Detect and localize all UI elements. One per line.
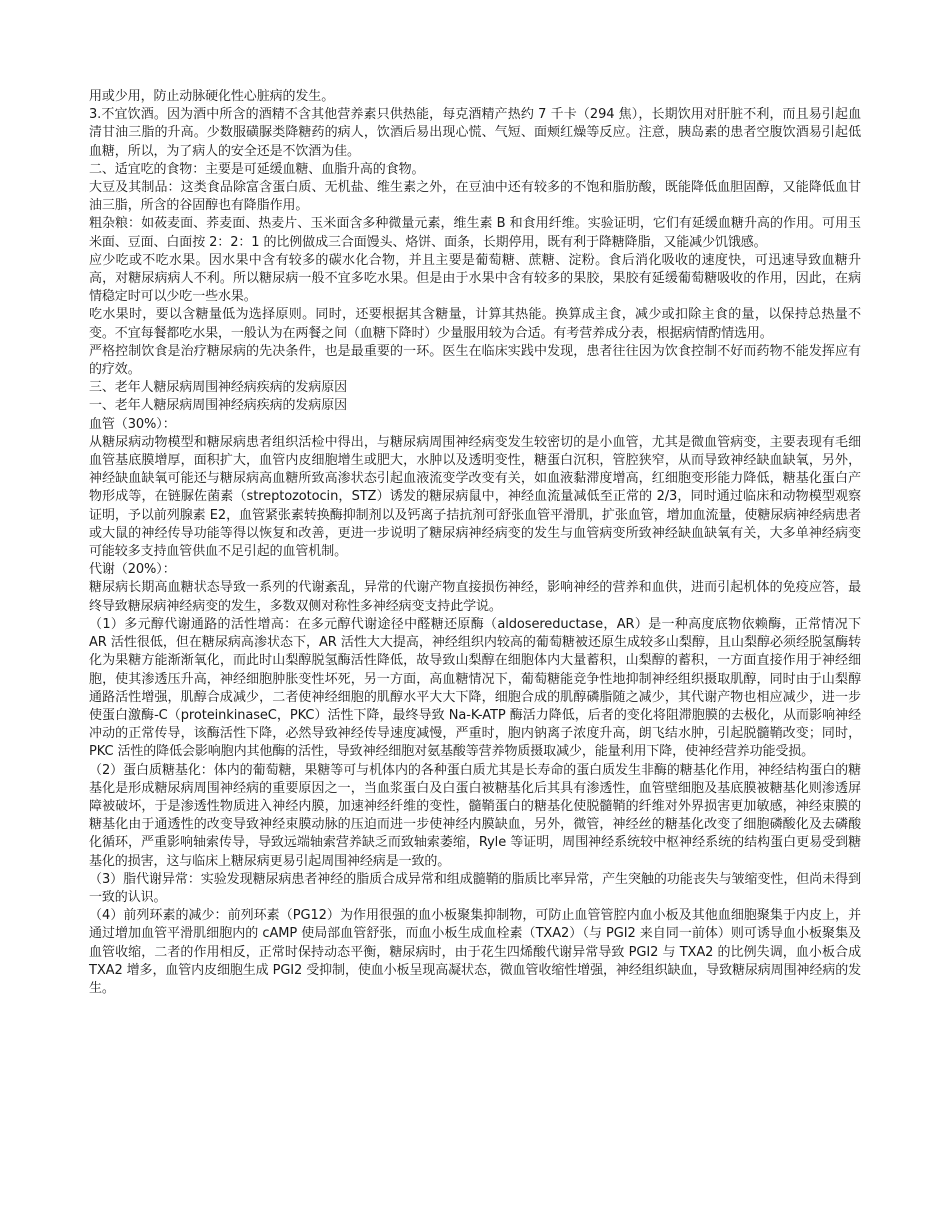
section-heading-suitable-foods: 二、适宜吃的食物：主要是可延缓血糖、血脂升高的食物。 [89, 161, 425, 177]
paragraph-lipid: （3）脂代谢异常：实验发现糖尿病患者神经的脂质合成异常和组成髓鞘的脂质比率异常，产生突触的功能丧失与皱缩变性，但尚未得到一致的认识。 [89, 871, 861, 905]
paragraph-prostacyclin: （4）前列环素的减少：前列环素（PG12）为作用很强的血小板聚集抑制物，可防止血管管腔内血小板及其他血细胞聚集于内皮上，并通过增加血管平滑肌细胞内的 cAMP 使局部血管舒张，而血小板生成血栓素（TXA2）（与 PGI2 来自同一前体）则可诱导血小板聚集及血管收缩，二者的作用相反，正常时保持动态平衡，糖尿病时，由于花生四烯酸代谢异常导致 PGI2 与 TXA2 的比例失调，血小板合成 TXA2 增多，血管内皮细胞生成 PGI2 受抑制，使血小板呈现高凝状态，微血管收缩性增强，神经组织缺血，导致糖尿病周围神经病的发生。 [89, 908, 861, 996]
paragraph-alcohol: 3.不宜饮酒。因为酒中所含的酒精不含其他营养素只供热能，每克酒精产热约 7 千卡（294 焦），长期饮用对肝脏不利，而且易引起血清甘油三脂的升高。少数服磺脲类降糖药的病人，饮酒后易出现心慌、气短、面颊红燥等反应。注意，胰岛素的患者空腹饮酒易引起低血糖，所以，为了病人的安全还是不饮酒为佳。 [89, 107, 861, 159]
paragraph-metabolic: 糖尿病长期高血糖状态导致一系列的代谢紊乱，异常的代谢产物直接损伤神经，影响神经的营养和血供，进而引起机体的免疫应答，最终导致糖尿病神经病变的发生，多数双侧对称性多神经病变支持此学说。 [89, 580, 861, 614]
document-page [89, 88, 861, 998]
paragraph-1: 用或少用，防止动脉硬化性心脏病的发生。 [89, 89, 335, 104]
paragraph-polyol: （1）多元醇代谢通路的活性增高：在多元醇代谢途径中醛糖还原酶（aldosereductase，AR）是一种高度底物依赖酶，正常情况下 AR 活性很低，但在糖尿病高渗状态下，AR 活性大大提高，神经组织内较高的葡萄糖被还原生成较多山梨醇，且山梨醇必须经脱氢酶转化为果糖方能渐渐氧化，而此时山梨醇脱氢酶活性降低，故导致山梨醇在细胞体内大量蓄积，山梨醇的蓄积，一方面直接作用于神经细胞，使其渗透压升高，神经细胞肿胀变性坏死，另一方面，高血糖情况下，葡萄糖能竞争性地抑制神经组织摄取肌醇，同时由于山梨醇通路活性增强，肌醇合成减少，二者使神经细胞的肌醇水平大大下降，细胞合成的肌醇磷脂随之减少，其代谢产物也相应减少，进一步使蛋白激酶-C（proteinkinaseC，PKC）活性下降，最终导致 Na-K-ATP 酶活力降低，后者的变化将阻滞胞膜的去极化，从而影响神经冲动的正常传导，该酶活性下降，必然导致神经传导速度减慢，严重时，胞内钠离子浓度升高，朗飞结水肿，引起脱髓鞘改变；同时，PKC 活性的降低会影响胞内其他酶的活性，导致神经细胞对氨基酸等营养物质摄取减少，能量利用下降，使神经营养功能受损。 [89, 616, 861, 760]
paragraph-grains: 粗杂粮：如莜麦面、荞麦面、热麦片、玉米面含多种微量元素，维生素 B 和食用纤维。实验证明，它们有延缓血糖升高的作用。可用玉米面、豆面、白面按 2：2：1 的比例做成三合面馒头、烙饼、面条，长期停用，既有利于降糖降脂，又能减少饥饿感。 [89, 216, 861, 250]
paragraph-vascular: 从糖尿病动物模型和糖尿病患者组织活检中得出，与糖尿病周围神经病变发生较密切的是小血管，尤其是微血管病变，主要表现有毛细血管基底膜增厚，面积扩大，血管内皮细胞增生或肥大，水肿以及透明变性，糖蛋白沉积，管腔狭窄，从而导致神经缺血缺氧，另外，神经缺血缺氧可能还与糖尿病高血糖所致高渗状态引起血液流变学改变有关，如血液黏滞度增高，红细胞变形能力降低，糖基化蛋白产物形成等，在链脲佐菌素（streptozotocin，STZ）诱发的糖尿病鼠中，神经血流量减低至正常的 2/3，同时通过临床和动物模型观察证明，予以前列腺素 E2，血管紧张素转换酶抑制剂以及钙离子拮抗剂可舒张血管平滑肌，扩张血管，增加血流量，使糖尿病神经病患者或大鼠的神经传导功能等得以恢复和改善，更进一步说明了糖尿病神经病变的发生与血管病变所致神经缺血缺氧有关，大多单神经病变可能较多支持血管供血不足引起的血管机制。 [89, 434, 861, 560]
paragraph-diet-control: 严格控制饮食是治疗糖尿病的先决条件，也是最重要的一环。医生在临床实践中发现，患者往往因为饮食控制不好而药物不能发挥应有的疗效。 [89, 343, 861, 378]
section-heading-causes-1: 一、老年人糖尿病周围神经病疾病的发病原因 [89, 398, 348, 414]
section-heading-causes-3: 三、老年人糖尿病周围神经病疾病的发病原因 [89, 380, 348, 396]
paragraph-fruit-selection: 吃水果时，要以含糖量低为选择原则。同时，还要根据其含糖量，计算其热能。换算成主食，减少或扣除主食的量，以保持总热量不变。不宜每餐都吃水果，一般认为在两餐之间（血糖下降时）少量服用较为合适。有考营养成分表，根据病情酌情选用。 [89, 307, 861, 341]
paragraph-soy: 大豆及其制品：这类食品除富含蛋白质、无机盐、维生素之外，在豆油中还有较多的不饱和脂肪酸，既能降低血胆固醇，又能降低血甘油三脂，所含的谷固醇也有降脂作用。 [89, 180, 861, 214]
paragraph-fruit: 应少吃或不吃水果。因水果中含有较多的碳水化合物，并且主要是葡萄糖、蔗糖、淀粉。食后消化吸收的速度快，可迅速导致血糖升高，对糖尿病病人不利。所以糖尿病一般不宜多吃水果。但是由于水果中含有较多的果胶，果胶有延缓葡萄糖吸收的作用，因此，在病情稳定时可以少吃一些水果。 [89, 252, 861, 305]
paragraph-glycation: （2）蛋白质糖基化：体内的葡萄糖，果糖等可与机体内的各种蛋白质尤其是长寿命的蛋白质发生非酶的糖基化作用，神经结构蛋白的糖基化是形成糖尿病周围神经病的重要原因之一，当血浆蛋白及白蛋白被糖基化后其具有渗透性，血管壁细胞及基底膜被糖基化则渗透屏障被破坏，于是渗透性物质进入神经内膜，加速神经纤维的变性，髓鞘蛋白的糖基化使脱髓鞘的纤维对外界损害更加敏感，神经束膜的糖基化由于通透性的改变导致神经束膜动脉的压迫而进一步使神经内膜缺血，另外，微管，神经丝的糖基化改变了细胞磷酸化及去磷酸化循环，严重影响轴索传导，导致远端轴索营养缺乏而致轴索萎缩，Ryle 等证明，周围神经系统较中枢神经系统的结构蛋白更易受到糖基化的损害，这与临床上糖尿病更易引起周围神经病是一致的。 [89, 762, 861, 869]
subheading-metabolic: 代谢（20%）： [89, 562, 176, 578]
subheading-vascular: 血管（30%）： [89, 416, 176, 432]
